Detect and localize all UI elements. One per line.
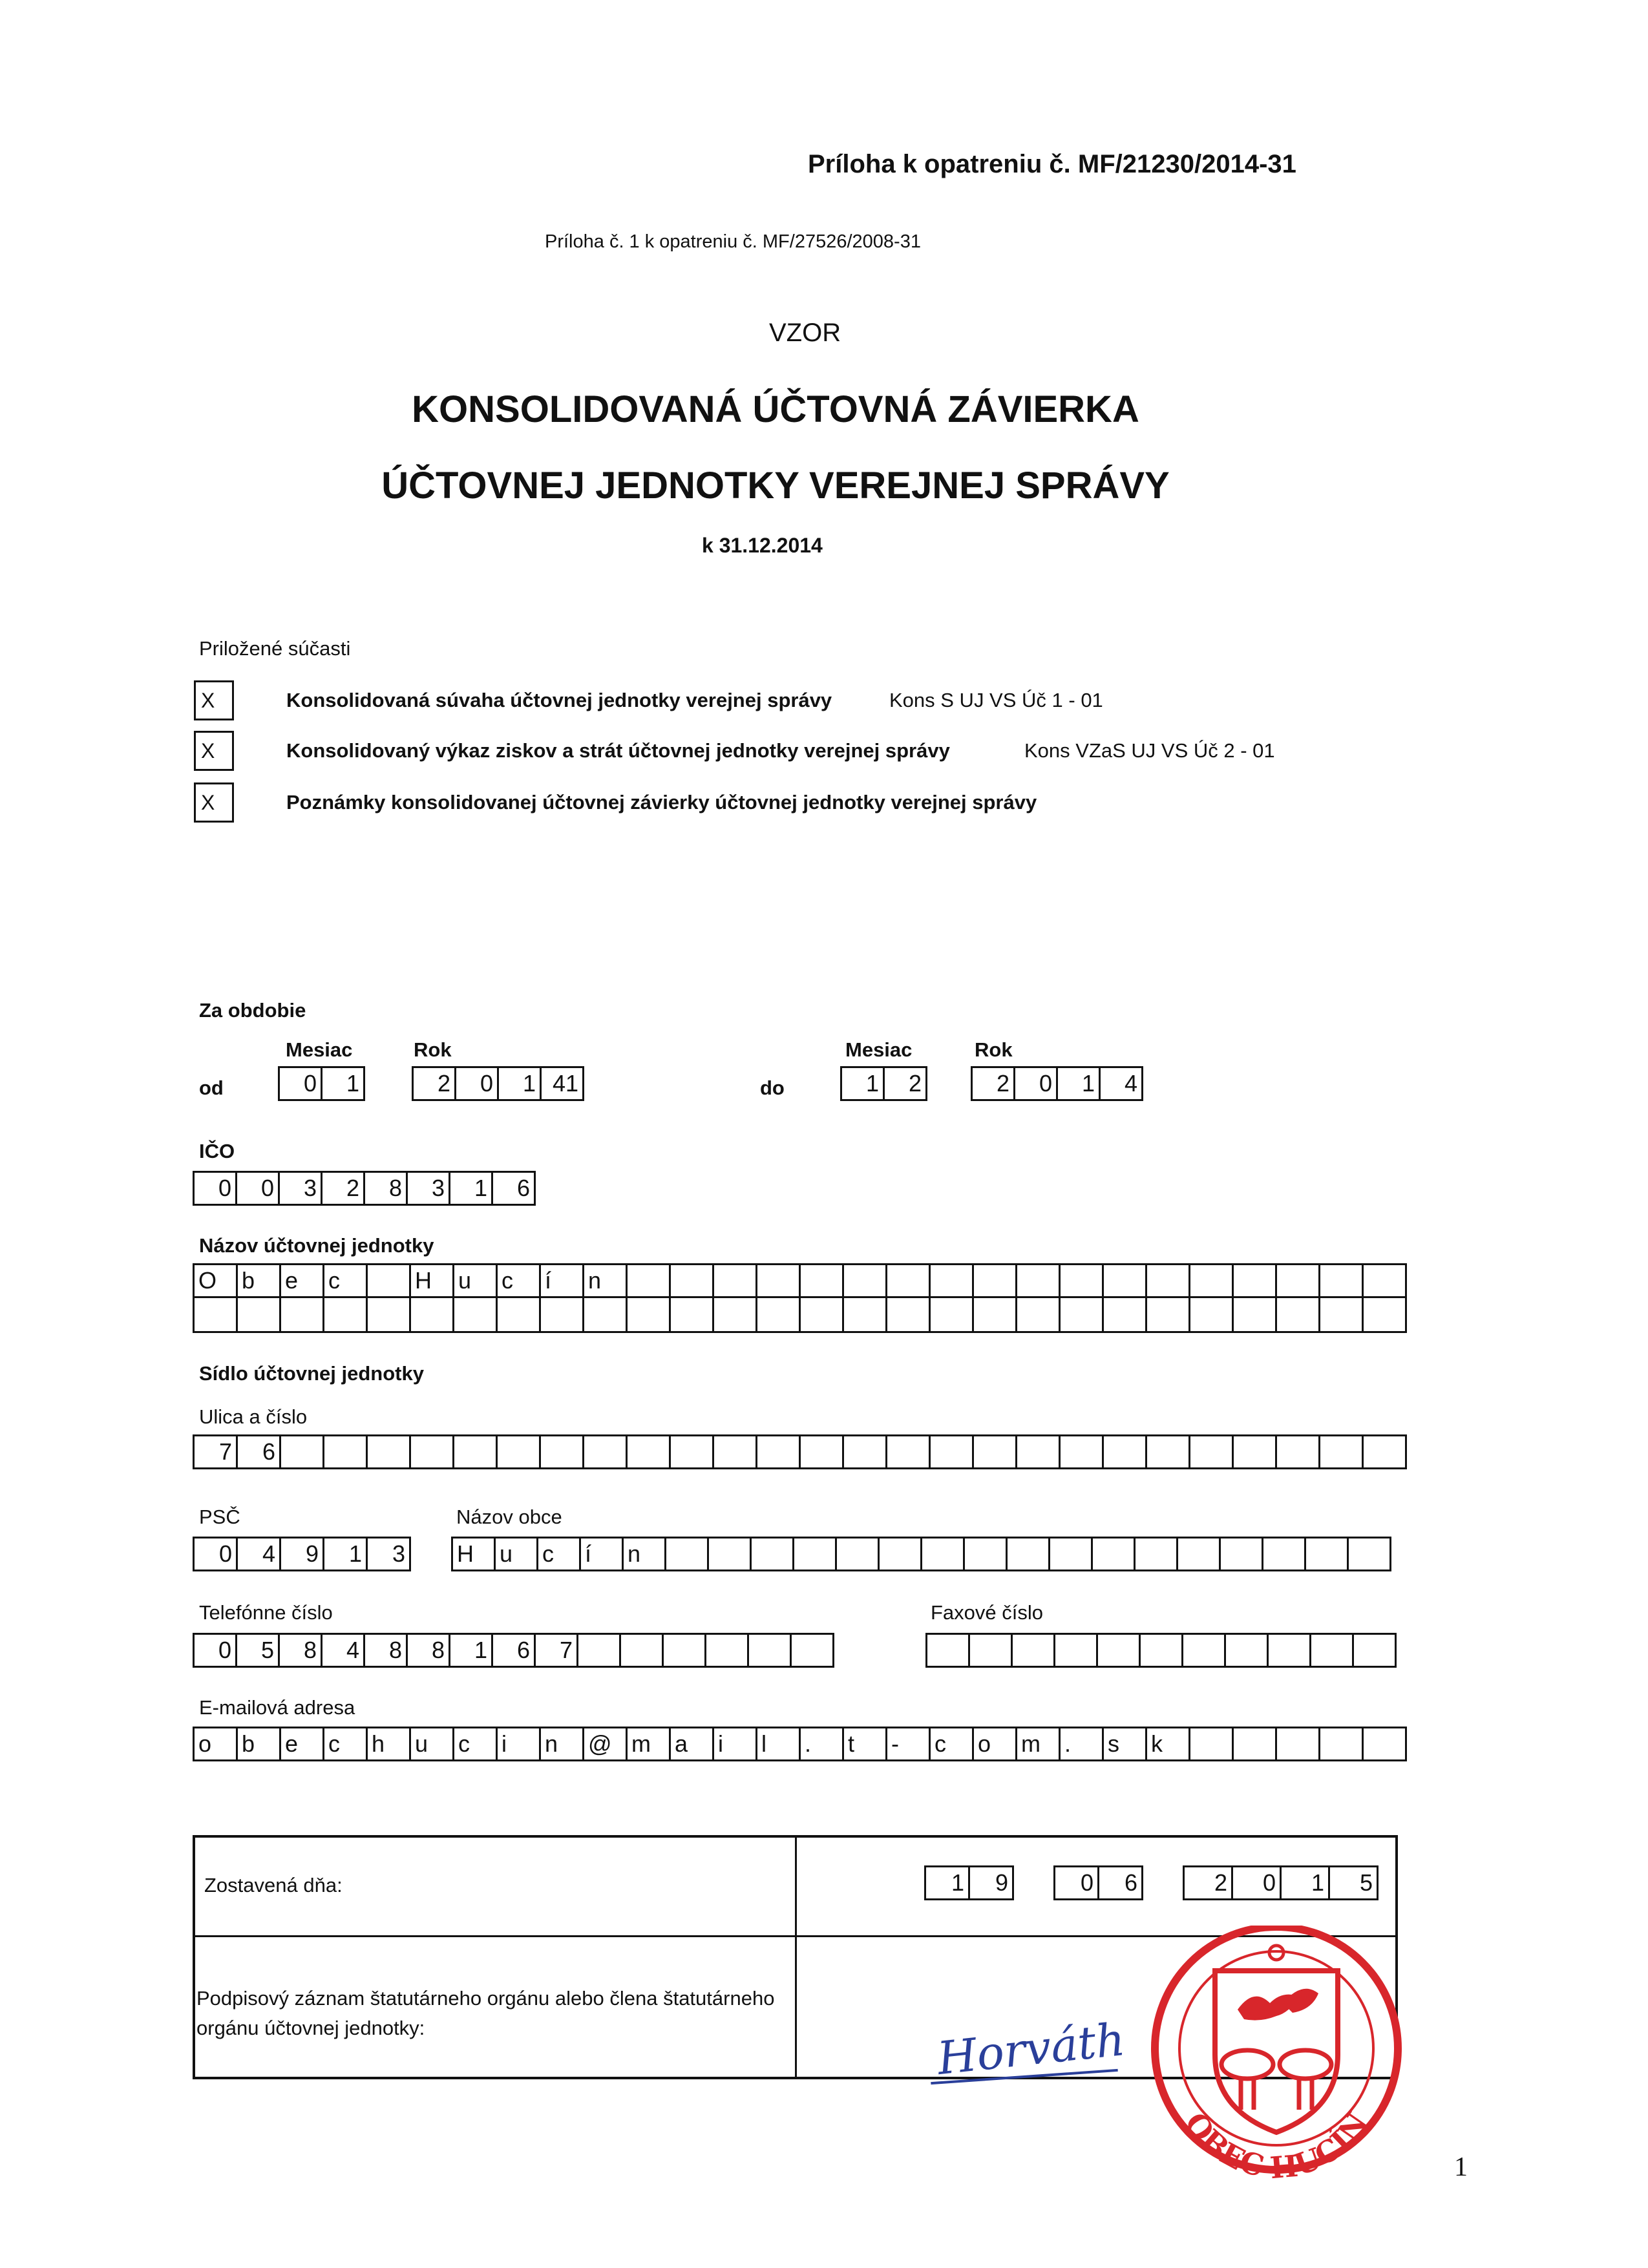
field-cell[interactable] [1008,1537,1050,1571]
attachment-2-code: Kons VZaS UJ VS Úč 2 - 01 [1024,739,1275,762]
field-cell[interactable]: H [453,1537,496,1571]
field-cell[interactable]: 1 [842,1066,885,1101]
from-year-field[interactable] [412,1066,584,1101]
phone-field[interactable] [193,1633,834,1668]
field-cell[interactable]: 1 [499,1066,542,1101]
field-cell[interactable] [1277,1434,1320,1469]
field-cell[interactable] [1050,1537,1093,1571]
field-cell[interactable]: 9 [281,1537,324,1571]
field-cell[interactable]: 7 [195,1434,238,1469]
field-cell[interactable]: u [411,1727,454,1761]
field-cell[interactable] [368,1263,411,1298]
field-cell[interactable] [887,1298,931,1333]
psc-field[interactable] [193,1537,411,1571]
period-label: Za obdobie [199,999,306,1022]
field-cell[interactable] [844,1434,887,1469]
field-cell[interactable] [714,1298,757,1333]
field-cell[interactable] [931,1263,974,1298]
field-cell[interactable] [541,1434,584,1469]
field-cell[interactable]: b [238,1263,281,1298]
field-cell[interactable]: 1 [450,1171,493,1206]
field-cell[interactable]: í [541,1263,584,1298]
field-cell[interactable]: 0 [456,1066,499,1101]
field-cell[interactable]: 6 [238,1434,281,1469]
field-cell[interactable] [1093,1537,1136,1571]
attachment-3-checkbox[interactable]: X [194,782,234,823]
field-cell[interactable] [974,1263,1017,1298]
field-cell[interactable] [1234,1263,1277,1298]
field-cell[interactable] [664,1633,706,1668]
field-cell[interactable] [1141,1633,1183,1668]
field-cell[interactable] [1061,1434,1104,1469]
field-cell[interactable]: 0 [280,1066,322,1101]
annex-sub-reference: Príloha č. 1 k opatreniu č. MF/27526/2008-31 [545,231,921,252]
unit-name-label: Názov účtovnej jednotky [199,1234,434,1257]
field-cell[interactable] [1364,1727,1407,1761]
unit-name-row1[interactable] [193,1263,1407,1298]
field-cell[interactable] [1178,1537,1221,1571]
email-field[interactable] [193,1727,1407,1761]
field-cell[interactable] [1277,1263,1320,1298]
field-cell[interactable]: 0 [195,1633,237,1668]
field-cell[interactable]: 1 [324,1537,368,1571]
field-cell[interactable]: c [931,1727,974,1761]
field-cell[interactable]: 9 [970,1865,1014,1900]
field-cell[interactable] [970,1633,1013,1668]
field-cell[interactable] [324,1434,368,1469]
field-cell[interactable] [801,1298,844,1333]
field-cell[interactable] [706,1633,749,1668]
field-cell[interactable]: i [714,1727,757,1761]
field-cell[interactable]: 5 [1330,1865,1379,1900]
field-cell[interactable] [837,1537,880,1571]
field-cell[interactable] [368,1298,411,1333]
field-cell[interactable] [1190,1434,1234,1469]
field-cell[interactable] [1136,1537,1178,1571]
vzor-label: VZOR [769,319,841,347]
field-cell[interactable]: n [541,1727,584,1761]
from-month-field[interactable] [278,1066,365,1101]
field-cell[interactable] [238,1298,281,1333]
document-title-line2: ÚČTOVNEJ JEDNOTKY VEREJNEJ SPRÁVY [381,465,1170,507]
attachment-1-label: Konsolidovaná súvaha účtovnej jednotky verejnej správy [286,689,832,711]
field-cell[interactable] [1320,1263,1364,1298]
field-cell[interactable] [621,1633,664,1668]
field-cell[interactable]: 6 [493,1633,536,1668]
field-cell[interactable]: 41 [542,1066,584,1101]
field-cell[interactable] [1364,1298,1407,1333]
attachment-1-code: Kons S UJ VS Úč 1 - 01 [889,689,1103,711]
field-cell[interactable]: h [368,1727,411,1761]
field-cell[interactable]: e [281,1263,324,1298]
field-cell[interactable] [931,1434,974,1469]
field-cell[interactable] [965,1537,1008,1571]
seal-mushroom-left-icon [1221,2050,1273,2079]
field-cell[interactable]: 3 [368,1537,411,1571]
field-cell[interactable]: n [624,1537,666,1571]
town-label: Názov obce [456,1506,562,1528]
field-cell[interactable]: c [324,1727,368,1761]
field-cell[interactable]: 1 [322,1066,365,1101]
field-cell[interactable] [671,1434,714,1469]
field-cell[interactable] [752,1537,794,1571]
field-cell[interactable] [1234,1434,1277,1469]
field-cell[interactable] [794,1537,837,1571]
field-cell[interactable] [757,1298,801,1333]
field-cell[interactable]: s [1104,1727,1147,1761]
field-cell[interactable]: 1 [926,1865,970,1900]
field-cell[interactable]: 6 [1099,1865,1143,1900]
street-label: Ulica a číslo [199,1405,308,1428]
field-cell[interactable]: 3 [408,1171,450,1206]
ico-field[interactable] [193,1171,536,1206]
compiled-day-field[interactable] [924,1865,1014,1900]
field-cell[interactable] [927,1633,970,1668]
to-label: do [760,1076,785,1099]
signature-label: Podpisový záznam štatutárneho orgánu alebo člena štatutárneho orgánu účtovnej jednotky: [196,1987,775,2039]
seat-label: Sídlo účtovnej jednotky [199,1362,424,1385]
field-cell[interactable] [757,1263,801,1298]
field-cell[interactable]: i [498,1727,541,1761]
field-cell[interactable] [1364,1263,1407,1298]
field-cell[interactable] [974,1298,1017,1333]
field-cell[interactable]: 2 [322,1171,365,1206]
compiled-label: Zostavená dňa: [204,1874,343,1896]
attachment-2-label: Konsolidovaný výkaz ziskov a strát účtovnej jednotky verejnej správy [286,739,950,762]
to-year-label: Rok [975,1038,1013,1061]
field-cell[interactable]: e [281,1727,324,1761]
field-cell[interactable] [1017,1298,1061,1333]
document-title-line1: KONSOLIDOVANÁ ÚČTOVNÁ ZÁVIERKA [412,388,1139,430]
field-cell[interactable]: 2 [885,1066,927,1101]
field-cell[interactable]: 0 [1055,1865,1099,1900]
field-cell[interactable] [1098,1633,1141,1668]
field-cell[interactable] [1147,1298,1190,1333]
from-label: od [199,1076,224,1099]
field-cell[interactable] [1320,1298,1364,1333]
compiled-year-field[interactable] [1183,1865,1379,1900]
attachment-3-label: Poznámky konsolidovanej účtovnej závierky účtovnej jednotky verejnej správy [286,791,1037,814]
field-cell[interactable]: 0 [1015,1066,1058,1101]
field-cell[interactable]: 2 [414,1066,456,1101]
to-month-field[interactable] [840,1066,927,1101]
field-cell[interactable]: í [581,1537,624,1571]
field-cell[interactable]: 4 [322,1633,365,1668]
field-cell[interactable] [1234,1298,1277,1333]
field-cell[interactable] [324,1298,368,1333]
field-cell[interactable] [1104,1298,1147,1333]
field-cell[interactable] [922,1537,965,1571]
field-cell[interactable] [1190,1727,1234,1761]
field-cell[interactable] [411,1298,454,1333]
signature-table-column-divider [795,1835,797,2079]
handwritten-signature: Horváth [935,2013,1128,2085]
field-cell[interactable]: c [454,1727,498,1761]
field-cell[interactable]: m [628,1727,671,1761]
annex-main-reference: Príloha k opatreniu č. MF/21230/2014-31 [808,150,1296,178]
field-cell[interactable] [454,1434,498,1469]
field-cell[interactable] [1234,1727,1277,1761]
field-cell[interactable] [749,1633,792,1668]
ico-label: IČO [199,1140,235,1162]
from-year-label: Rok [414,1038,452,1061]
field-cell[interactable] [1190,1298,1234,1333]
field-cell[interactable]: n [584,1263,628,1298]
field-cell[interactable]: t [844,1727,887,1761]
field-cell[interactable] [1320,1434,1364,1469]
field-cell[interactable]: O [195,1263,238,1298]
field-cell[interactable] [1183,1633,1226,1668]
attachment-1-checkbox[interactable]: X [194,680,234,720]
page-number: 1 [1454,2152,1468,2182]
field-cell[interactable] [1349,1537,1391,1571]
field-cell[interactable] [1263,1537,1306,1571]
field-cell[interactable] [974,1434,1017,1469]
field-cell[interactable] [1226,1633,1269,1668]
field-cell[interactable] [1147,1263,1190,1298]
field-cell[interactable] [666,1537,709,1571]
fax-field[interactable] [925,1633,1397,1668]
field-cell[interactable]: 8 [365,1171,408,1206]
field-cell[interactable] [578,1633,621,1668]
field-cell[interactable] [454,1298,498,1333]
field-cell[interactable] [628,1434,671,1469]
field-cell[interactable] [1104,1263,1147,1298]
field-cell[interactable] [1354,1633,1397,1668]
field-cell[interactable]: . [1061,1727,1104,1761]
field-cell[interactable]: 4 [238,1537,281,1571]
field-cell[interactable]: m [1017,1727,1061,1761]
seal-text: OBEC HUCÍN [1178,2106,1375,2184]
field-cell[interactable] [1221,1537,1263,1571]
field-cell[interactable] [887,1434,931,1469]
field-cell[interactable]: o [974,1727,1017,1761]
field-cell[interactable] [1320,1727,1364,1761]
field-cell[interactable]: l [757,1727,801,1761]
phone-label: Telefónne číslo [199,1601,333,1624]
field-cell[interactable]: k [1147,1727,1190,1761]
field-cell[interactable] [541,1298,584,1333]
field-cell[interactable] [844,1263,887,1298]
field-cell[interactable]: c [498,1263,541,1298]
seal-mushroom-right-icon [1280,2050,1331,2079]
field-cell[interactable]: 3 [280,1171,322,1206]
field-cell[interactable] [714,1263,757,1298]
to-year-field[interactable] [971,1066,1143,1101]
field-cell[interactable] [1306,1537,1349,1571]
field-cell[interactable] [671,1298,714,1333]
field-cell[interactable] [1277,1727,1320,1761]
field-cell[interactable] [1147,1434,1190,1469]
field-cell[interactable] [281,1298,324,1333]
field-cell[interactable]: 8 [408,1633,450,1668]
field-cell[interactable]: u [454,1263,498,1298]
field-cell[interactable] [757,1434,801,1469]
field-cell[interactable]: - [887,1727,931,1761]
field-cell[interactable] [1061,1263,1104,1298]
field-cell[interactable] [368,1434,411,1469]
field-cell[interactable] [498,1434,541,1469]
fax-label: Faxové číslo [931,1601,1044,1624]
street-field[interactable] [193,1434,1407,1469]
field-cell[interactable]: 0 [1233,1865,1282,1900]
email-label: E-mailová adresa [199,1696,355,1719]
seal-mushroom-stems [1241,2077,1312,2110]
field-cell[interactable] [584,1298,628,1333]
field-cell[interactable] [498,1298,541,1333]
field-cell[interactable] [880,1537,922,1571]
field-cell[interactable]: a [671,1727,714,1761]
field-cell[interactable] [195,1298,238,1333]
field-cell[interactable] [1269,1633,1311,1668]
field-cell[interactable] [1364,1434,1407,1469]
field-cell[interactable]: c [324,1263,368,1298]
field-cell[interactable]: 7 [536,1633,578,1668]
field-cell[interactable]: u [496,1537,538,1571]
field-cell[interactable] [714,1434,757,1469]
field-cell[interactable] [411,1434,454,1469]
field-cell[interactable]: 4 [1101,1066,1143,1101]
field-cell[interactable] [887,1263,931,1298]
attachment-2-checkbox[interactable]: X [194,731,234,771]
field-cell[interactable]: 5 [237,1633,280,1668]
from-month-label: Mesiac [286,1038,353,1061]
field-cell[interactable] [709,1537,752,1571]
unit-name-row2[interactable] [193,1298,1407,1333]
field-cell[interactable]: 1 [1282,1865,1330,1900]
field-cell[interactable]: . [801,1727,844,1761]
field-cell[interactable]: 1 [1058,1066,1101,1101]
attachments-label: Priložené súčasti [199,637,351,660]
field-cell[interactable] [584,1434,628,1469]
field-cell[interactable]: @ [584,1727,628,1761]
field-cell[interactable] [801,1434,844,1469]
field-cell[interactable] [1277,1298,1320,1333]
compiled-month-field[interactable] [1053,1865,1143,1900]
field-cell[interactable] [1104,1434,1147,1469]
field-cell[interactable]: c [538,1537,581,1571]
field-cell[interactable]: H [411,1263,454,1298]
as-of-date: k 31.12.2014 [702,534,823,557]
official-seal [1125,1926,1428,2184]
field-cell[interactable]: 2 [1185,1865,1233,1900]
field-cell[interactable]: 0 [195,1171,237,1206]
field-cell[interactable]: b [238,1727,281,1761]
field-cell[interactable] [1013,1633,1055,1668]
field-cell[interactable] [281,1434,324,1469]
field-cell[interactable] [844,1298,887,1333]
field-cell[interactable]: 2 [973,1066,1015,1101]
town-field[interactable] [451,1537,1391,1571]
field-cell[interactable]: 0 [237,1171,280,1206]
field-cell[interactable] [628,1263,671,1298]
field-cell[interactable]: o [195,1727,238,1761]
field-cell[interactable]: 1 [450,1633,493,1668]
psc-label: PSČ [199,1506,240,1528]
field-cell[interactable]: 6 [493,1171,536,1206]
field-cell[interactable]: 8 [280,1633,322,1668]
field-cell[interactable] [1017,1434,1061,1469]
field-cell[interactable] [1055,1633,1098,1668]
field-cell[interactable]: 8 [365,1633,408,1668]
to-month-label: Mesiac [845,1038,913,1061]
field-cell[interactable] [628,1298,671,1333]
field-cell[interactable] [1190,1263,1234,1298]
field-cell[interactable] [792,1633,834,1668]
field-cell[interactable]: 0 [195,1537,238,1571]
field-cell[interactable] [1061,1298,1104,1333]
field-cell[interactable] [1311,1633,1354,1668]
field-cell[interactable] [671,1263,714,1298]
field-cell[interactable] [931,1298,974,1333]
field-cell[interactable] [801,1263,844,1298]
field-cell[interactable] [1017,1263,1061,1298]
